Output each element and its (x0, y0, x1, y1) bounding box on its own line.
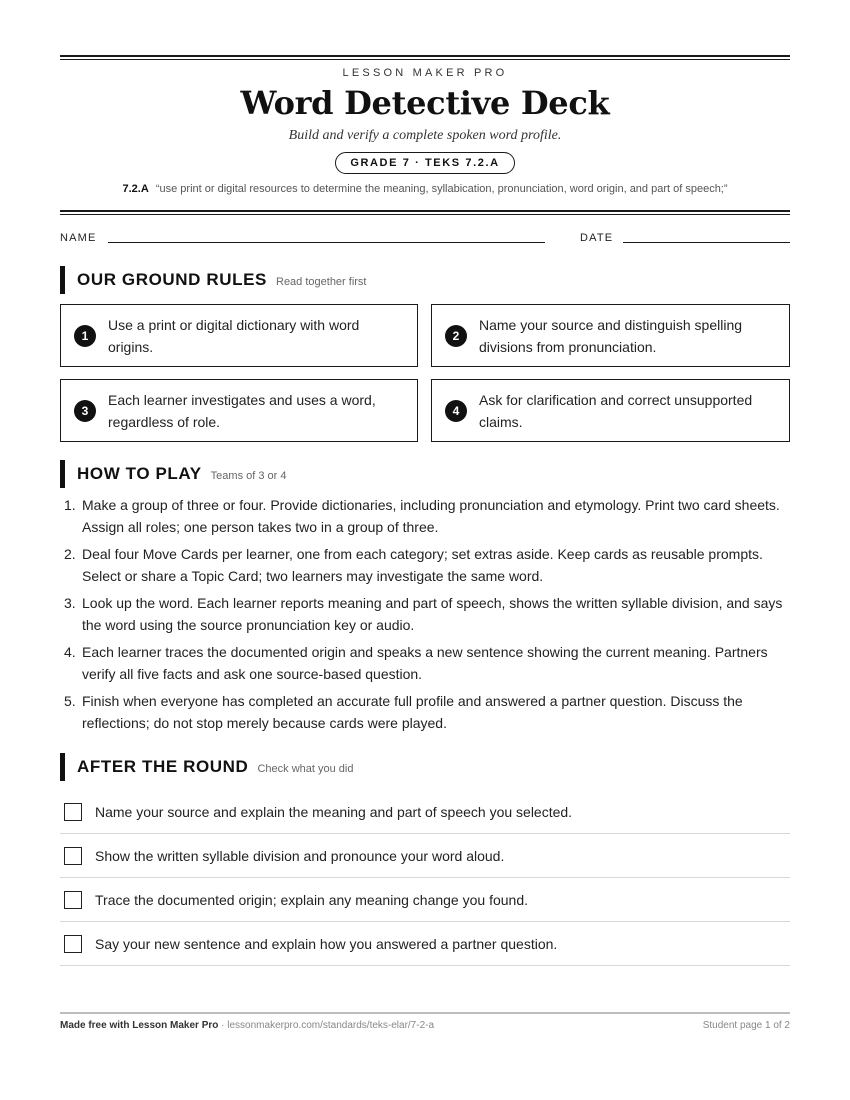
ground-rule-card (60, 379, 418, 442)
page-number: Student page 1 of 2 (702, 1020, 790, 1031)
step-text: Finish when everyone has completed an accurate full profile and answered a partner question. Discuss the reflections; do not stop merely because cards were played. (82, 693, 743, 731)
standard-line (60, 183, 790, 195)
ground-rule-card (60, 304, 418, 367)
step-number: 5. (64, 693, 76, 709)
ground-rule-card (431, 304, 790, 367)
checkbox[interactable] (64, 803, 82, 821)
rule-number-badge: 4 (445, 400, 467, 422)
step-item (60, 691, 790, 734)
rule-number-badge: 1 (74, 325, 96, 347)
step-item (60, 593, 790, 636)
step-number: 4. (64, 644, 76, 660)
footer-rule (60, 1012, 790, 1014)
step-item (60, 495, 790, 538)
page-subtitle: Build and verify a complete spoken word profile. (288, 128, 562, 143)
step-number: 3. (64, 595, 76, 611)
standard-text: “use print or digital resources to determine the meaning, syllabication, pronunciation, word origin, and part of speech;” (155, 183, 728, 195)
date-field[interactable] (623, 242, 790, 243)
step-text: Deal four Move Cards per learner, one from each category; set extras aside. Keep cards as reusable prompts. Select or share a Topic Card; two learners may investigate the same word. (82, 546, 763, 584)
after-round-heading (60, 753, 353, 781)
rule-text: Name your source and distinguish spelling divisions from pronunciation. (479, 316, 743, 355)
top-double-rule (60, 55, 790, 60)
rule-text: Each learner investigates and uses a word, regardless of role. (108, 391, 376, 430)
checklist-text: Say your new sentence and explain how you answered a partner question. (95, 935, 558, 952)
step-number: 2. (64, 546, 76, 562)
footer-made-with: Made free with Lesson Maker Pro (60, 1020, 219, 1031)
checklist-row (60, 790, 790, 834)
how-to-play-title: HOW TO PLAY (77, 464, 202, 483)
date-label: DATE (580, 232, 614, 244)
step-item (60, 642, 790, 685)
footer-url[interactable]: · lessonmakerpro.com/standards/teks-elar/7-2-a (218, 1020, 435, 1031)
checklist-row (60, 922, 790, 966)
grade-pill-wrap (60, 152, 790, 174)
step-number: 1. (64, 497, 76, 513)
ground-rules-heading (60, 266, 367, 294)
page-title: Word Detective Deck (240, 84, 610, 122)
checklist-text: Trace the documented origin; explain any meaning change you found. (95, 891, 528, 908)
name-label: NAME (60, 232, 97, 244)
brand-label: LESSON MAKER PRO (342, 67, 508, 79)
checkbox[interactable] (64, 847, 82, 865)
ground-rules-note: Read together first (276, 275, 367, 288)
rule-number-badge: 2 (445, 325, 467, 347)
ground-rule-card (431, 379, 790, 442)
rule-number-badge: 3 (74, 400, 96, 422)
step-text: Look up the word. Each learner reports meaning and part of speech, shows the written syllable division, and says the word using the source pronunciation key or audio. (82, 595, 783, 633)
rule-text: Ask for clarification and correct unsupported claims. (479, 391, 753, 430)
checkbox[interactable] (64, 891, 82, 909)
checklist-text: Show the written syllable division and pronounce your word aloud. (95, 847, 505, 864)
how-to-play-heading (60, 460, 287, 488)
grade-badge: GRADE 7 · TEKS 7.2.A (335, 152, 514, 174)
step-text: Make a group of three or four. Provide dictionaries, including pronunciation and etymology. Print two card sheets. Assign all roles; one person takes two in a group of three. (82, 497, 780, 535)
header-bottom-double-rule (60, 210, 790, 215)
checklist-row (60, 834, 790, 878)
checklist-row (60, 878, 790, 922)
how-to-play-note: Teams of 3 or 4 (210, 469, 287, 482)
checkbox[interactable] (64, 935, 82, 953)
after-round-note: Check what you did (257, 762, 354, 775)
steps-list (60, 495, 790, 740)
step-item (60, 544, 790, 587)
standard-code: 7.2.A (122, 183, 149, 195)
name-field[interactable] (108, 242, 545, 243)
step-text: Each learner traces the documented origin and speaks a new sentence showing the current meaning. Partners verify all five facts and ask one source-based question. (82, 644, 768, 682)
rule-text: Use a print or digital dictionary with word origins. (108, 316, 360, 355)
ground-rules-title: OUR GROUND RULES (77, 270, 267, 289)
checklist-text: Name your source and explain the meaning and part of speech you selected. (95, 803, 573, 820)
footer-credit (60, 1020, 434, 1031)
after-round-title: AFTER THE ROUND (77, 757, 249, 776)
